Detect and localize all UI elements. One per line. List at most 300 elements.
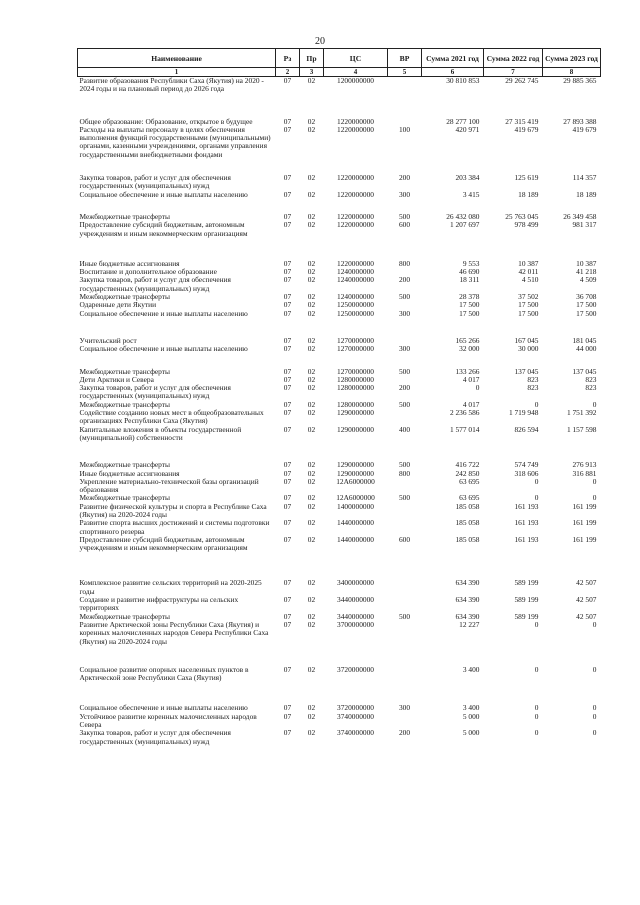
row-sum-2021: 185 058	[455, 518, 480, 528]
row-sum-2023: 27 893 388	[563, 116, 597, 126]
row-vr: 300	[398, 308, 411, 318]
row-sum-2021: 32 000	[459, 344, 480, 354]
row-sum-2022: 4 510	[521, 275, 539, 285]
row-pr: 02	[307, 124, 316, 134]
row-sum-2021: 5 000	[462, 711, 480, 721]
row-cs: 1290000000	[337, 424, 374, 434]
row-vr: 200	[398, 173, 411, 183]
row-sum-2023: 36 708	[576, 292, 597, 302]
row-pr: 02	[307, 399, 316, 409]
row-rz: 07	[283, 189, 292, 199]
row-name: Устойчивое развитие коренных малочисленных народов Севера	[79, 711, 257, 730]
row-sum-2023: 4 509	[579, 275, 597, 285]
row-sum-2023: 823	[585, 374, 597, 384]
row-vr: 800	[398, 468, 411, 478]
row-pr: 02	[307, 711, 316, 721]
row-sum-2022: 37 502	[518, 292, 539, 302]
row-name: Общее образование: Образование, открытое в будущее	[79, 116, 253, 126]
row-sum-2023: 10 387	[576, 258, 597, 268]
row-name: Содействие созданию новых мест в общеобразовательных организациях Республики Саха (Якутия)	[79, 408, 264, 426]
row-rz: 07	[283, 703, 292, 713]
column-number: 8	[543, 68, 601, 77]
table-row	[78, 426, 601, 443]
column-number: 5	[388, 68, 422, 77]
row-sum-2023: 1 157 598	[566, 424, 597, 434]
header-sum-2023: Сумма 2023 год	[543, 49, 601, 68]
row-sum-2021: 165 266	[455, 335, 480, 345]
row-sum-2023: 0	[592, 703, 597, 713]
row-sum-2023: 18 189	[576, 189, 597, 199]
table-row	[78, 519, 601, 536]
column-number: 4	[324, 68, 388, 77]
row-sum-2021: 17 500	[459, 300, 480, 310]
table-row	[78, 318, 601, 345]
row-cs: 1220000000	[337, 189, 374, 199]
row-rz: 07	[283, 116, 292, 126]
row-pr: 02	[307, 335, 316, 345]
row-sum-2023: 0	[592, 399, 597, 409]
row-vr	[388, 478, 422, 495]
row-sum-2023: 26 349 458	[563, 211, 597, 221]
row-rz: 07	[283, 220, 292, 230]
header-rz: Рз	[276, 49, 300, 68]
row-rz: 07	[283, 468, 292, 478]
table-row	[78, 536, 601, 553]
column-number: 3	[300, 68, 324, 77]
row-cs: 1290000000	[337, 408, 374, 418]
row-cs: 1220000000	[337, 258, 374, 268]
row-name: Закупка товаров, работ и услуг для обеспечения государственных (муниципальных) нужд	[79, 383, 231, 401]
row-cs: 1280000000	[337, 399, 374, 409]
row-rz: 07	[283, 124, 292, 134]
row-cs: 1270000000	[337, 344, 374, 354]
row-sum-2022: 318 606	[514, 468, 539, 478]
row-rz: 07	[283, 664, 292, 674]
row-name: Учительский рост	[79, 335, 137, 345]
row-pr: 02	[307, 728, 316, 738]
row-sum-2021: 26 432 080	[446, 211, 480, 221]
row-vr	[388, 596, 422, 613]
column-number: 2	[276, 68, 300, 77]
row-vr: 500	[398, 611, 411, 621]
row-sum-2022: 27 315 419	[505, 116, 539, 126]
row-rz: 07	[283, 408, 292, 418]
row-cs: 12А6000000	[336, 476, 375, 486]
row-sum-2022: 419 679	[514, 124, 539, 134]
row-name: Межбюджетные трансферты	[79, 211, 170, 221]
row-sum-2023: 114 357	[572, 173, 597, 183]
row-vr	[388, 713, 422, 730]
row-sum-2023: 0	[592, 664, 597, 674]
row-cs: 1400000000	[337, 501, 374, 511]
row-vr: 500	[398, 399, 411, 409]
row-pr: 02	[307, 460, 316, 470]
budget-table	[77, 48, 601, 746]
row-vr	[388, 94, 422, 126]
row-pr: 02	[307, 116, 316, 126]
row-name: Межбюджетные трансферты	[79, 292, 170, 302]
row-sum-2023: 161 199	[572, 518, 597, 528]
row-sum-2022: 25 763 045	[505, 211, 539, 221]
row-sum-2022: 10 387	[518, 258, 539, 268]
row-rz: 07	[283, 267, 292, 277]
row-name: Предоставление субсидий бюджетным, автономным учреждениям и иным некоммерческим организациям	[79, 220, 248, 238]
row-sum-2022: 0	[534, 493, 539, 503]
row-sum-2023: 316 881	[572, 468, 597, 478]
table-row	[78, 310, 601, 318]
row-sum-2023: 276 913	[572, 460, 597, 470]
row-sum-2021: 420 971	[455, 124, 480, 134]
row-sum-2023: 0	[592, 711, 597, 721]
row-rz: 07	[283, 493, 292, 503]
row-pr: 02	[307, 424, 316, 434]
row-pr: 02	[307, 703, 316, 713]
header-name: Наименование	[78, 49, 276, 68]
table-row	[78, 191, 601, 199]
row-rz: 07	[283, 578, 292, 588]
row-cs: 1220000000	[337, 116, 374, 126]
row-name: Создание и развитие инфраструктуры на сельских территориях	[79, 595, 239, 613]
row-rz: 07	[283, 335, 292, 345]
row-sum-2023: 44 000	[576, 344, 597, 354]
row-vr	[388, 646, 422, 683]
row-name: Социальное обеспечение и иные выплаты населению	[79, 703, 248, 713]
table-row	[78, 345, 601, 353]
row-sum-2023: 42 507	[576, 578, 597, 588]
row-sum-2022: 161 193	[514, 518, 539, 528]
row-pr: 02	[307, 476, 316, 486]
table-row	[78, 77, 601, 94]
row-rz: 07	[283, 76, 292, 85]
row-cs: 3440000000	[337, 611, 374, 621]
row-cs: 1250000000	[337, 300, 374, 310]
row-sum-2023: 17 500	[576, 308, 597, 318]
row-name: Межбюджетные трансферты	[79, 493, 170, 503]
page-number: 20	[315, 36, 325, 47]
row-name: Закупка товаров, работ и услуг для обеспечения государственных (муниципальных) нужд	[79, 275, 231, 293]
header-row	[78, 49, 601, 68]
table-row	[78, 682, 601, 712]
row-vr: 500	[398, 211, 411, 221]
row-sum-2022: 17 500	[518, 300, 539, 310]
table-row	[78, 729, 601, 746]
row-sum-2021: 3 415	[462, 189, 480, 199]
row-sum-2022: 978 499	[514, 220, 539, 230]
row-sum-2021: 18 311	[459, 275, 480, 285]
row-rz: 07	[283, 534, 292, 544]
row-vr	[388, 519, 422, 536]
row-sum-2021: 63 695	[459, 493, 480, 503]
row-sum-2021: 46 690	[459, 267, 480, 277]
row-rz: 07	[283, 476, 292, 486]
row-rz: 07	[283, 173, 292, 183]
row-name: Иные бюджетные ассигнования	[79, 258, 180, 268]
row-vr	[388, 621, 422, 646]
row-sum-2021: 0	[475, 383, 480, 393]
row-sum-2021: 242 850	[455, 468, 480, 478]
row-rz: 07	[283, 711, 292, 721]
row-pr: 02	[307, 344, 316, 354]
row-pr: 02	[307, 267, 316, 277]
row-pr: 02	[307, 258, 316, 268]
row-sum-2021: 28 277 100	[446, 116, 480, 126]
row-rz: 07	[283, 728, 292, 738]
row-pr: 02	[307, 275, 316, 285]
row-sum-2023: 137 045	[572, 366, 597, 376]
row-sum-2023: 161 199	[572, 534, 597, 544]
row-rz: 07	[283, 300, 292, 310]
row-cs: 1220000000	[337, 173, 374, 183]
row-sum-2023: 981 317	[572, 220, 597, 230]
row-sum-2022: 30 000	[518, 344, 539, 354]
row-vr: 300	[398, 344, 411, 354]
row-cs: 1290000000	[337, 460, 374, 470]
table-row	[78, 354, 601, 376]
row-sum-2022: 589 199	[514, 578, 539, 588]
row-pr: 02	[307, 173, 316, 183]
row-sum-2022: 0	[534, 619, 539, 629]
row-sum-2022: 823	[527, 374, 539, 384]
row-name: Развитие физической культуры и спорта в Республике Саха (Якутия) на 2020-2024 годы	[79, 501, 267, 519]
row-rz: 07	[283, 611, 292, 621]
table-row	[78, 276, 601, 293]
row-name: Комплексное развитие сельских территорий на 2020-2025 годы	[79, 578, 262, 596]
row-cs: 3720000000	[337, 703, 374, 713]
column-number: 7	[484, 68, 543, 77]
row-name: Укрепление материально-технической базы организаций образования	[79, 476, 259, 495]
table-row	[78, 442, 601, 469]
row-pr: 02	[307, 408, 316, 418]
row-name: Межбюджетные трансферты	[79, 460, 170, 470]
row-rz: 07	[283, 383, 292, 393]
row-cs: 1250000000	[337, 308, 374, 318]
row-cs: 1290000000	[337, 468, 374, 478]
row-name: Развитие образования Республики Саха (Якутия) на 2020 - 2024 годы и на плановый период до 2026 года	[79, 76, 264, 94]
row-pr: 02	[307, 534, 316, 544]
row-sum-2021: 416 722	[455, 460, 480, 470]
row-sum-2022: 574 749	[514, 460, 539, 470]
table-row	[78, 384, 601, 401]
row-sum-2021: 17 500	[459, 308, 480, 318]
row-rz: 07	[283, 258, 292, 268]
row-sum-2023: 1 751 392	[566, 408, 597, 418]
row-rz: 07	[283, 308, 292, 318]
row-sum-2021: 634 390	[455, 595, 480, 605]
row-rz: 07	[283, 366, 292, 376]
row-sum-2022: 18 189	[518, 189, 539, 199]
row-rz: 07	[283, 424, 292, 434]
header-sum-2022: Сумма 2022 год	[484, 49, 543, 68]
row-sum-2021: 63 695	[459, 476, 480, 486]
row-vr: 100	[398, 124, 411, 134]
row-vr: 300	[398, 189, 411, 199]
row-name: Воспитание и дополнительное образование	[79, 267, 217, 277]
row-vr: 600	[398, 534, 411, 544]
row-name: Социальное обеспечение и иные выплаты населению	[79, 344, 248, 354]
row-sum-2022: 589 199	[514, 595, 539, 605]
row-cs: 3740000000	[337, 728, 374, 738]
table-body	[78, 77, 601, 746]
row-vr	[388, 77, 422, 94]
row-sum-2021: 4 017	[462, 399, 480, 409]
column-number: 1	[78, 68, 276, 77]
row-pr: 02	[307, 611, 316, 621]
row-cs: 1440000000	[337, 534, 374, 544]
row-sum-2022: 167 045	[514, 335, 539, 345]
row-name: Социальное развитие опорных населенных пунктов в Арктической зоне Республики Саха (Якутия)	[79, 664, 249, 683]
row-pr: 02	[307, 468, 316, 478]
row-cs: 3720000000	[337, 664, 374, 674]
row-sum-2021: 28 378	[459, 292, 480, 302]
row-rz: 07	[283, 595, 292, 605]
row-vr	[388, 318, 422, 345]
row-name: Капитальные вложения в объекты государственной (муниципальной) собственности	[79, 424, 242, 442]
row-cs: 1200000000	[337, 76, 374, 85]
row-cs: 1280000000	[337, 383, 374, 393]
table-row	[78, 221, 601, 238]
row-rz: 07	[283, 501, 292, 511]
row-vr: 200	[398, 728, 411, 738]
row-sum-2022: 0	[534, 664, 539, 674]
header-cs: ЦС	[324, 49, 388, 68]
row-sum-2023: 42 507	[576, 595, 597, 605]
row-cs: 3400000000	[337, 578, 374, 588]
row-pr: 02	[307, 220, 316, 230]
row-cs: 1240000000	[337, 267, 374, 277]
row-name: Социальное обеспечение и иные выплаты населению	[79, 308, 248, 318]
row-name: Развитие спорта высших достижений и системы подготовки спортивного резерва	[79, 518, 270, 536]
row-sum-2022: 17 500	[518, 308, 539, 318]
table-row	[78, 126, 601, 159]
table-row	[78, 238, 601, 268]
row-sum-2021: 3 400	[462, 703, 480, 713]
row-sum-2023: 17 500	[576, 300, 597, 310]
row-rz: 07	[283, 344, 292, 354]
row-sum-2022: 42 011	[518, 267, 539, 277]
table-row	[78, 409, 601, 426]
row-cs: 1280000000	[337, 374, 374, 384]
row-cs: 1220000000	[337, 211, 374, 221]
row-pr: 02	[307, 300, 316, 310]
row-name: Развитие Арктической зоны Республики Саха (Якутия) и коренных малочисленных народов Севера Республики Саха (Якутия) на 2020-2024 годы	[79, 619, 269, 646]
table-row	[78, 94, 601, 126]
row-vr	[388, 409, 422, 426]
row-sum-2023: 0	[592, 493, 597, 503]
row-cs: 1220000000	[337, 124, 374, 134]
row-pr: 02	[307, 664, 316, 674]
row-name: Межбюджетные трансферты	[79, 611, 170, 621]
row-sum-2021: 185 058	[455, 501, 480, 511]
column-number: 6	[422, 68, 484, 77]
table-row	[78, 159, 601, 191]
table-row	[78, 596, 601, 613]
table-row	[78, 199, 601, 221]
row-sum-2023: 0	[592, 728, 597, 738]
row-rz: 07	[283, 275, 292, 285]
row-sum-2022: 29 262 745	[505, 76, 539, 85]
row-vr: 200	[398, 383, 411, 393]
row-sum-2023: 42 507	[576, 611, 597, 621]
row-vr: 200	[398, 275, 411, 285]
row-name: Предоставление субсидий бюджетным, автономным учреждениям и иным некоммерческим организациям	[79, 534, 248, 553]
row-sum-2021: 1 207 697	[449, 220, 480, 230]
row-pr: 02	[307, 518, 316, 528]
row-vr: 600	[398, 220, 411, 230]
row-rz: 07	[283, 292, 292, 302]
row-pr: 02	[307, 211, 316, 221]
row-rz: 07	[283, 374, 292, 384]
row-cs: 1440000000	[337, 518, 374, 528]
row-sum-2023: 0	[592, 476, 597, 486]
row-pr: 02	[307, 374, 316, 384]
table-row	[78, 503, 601, 520]
row-sum-2022: 0	[534, 703, 539, 713]
row-pr: 02	[307, 366, 316, 376]
row-name: Закупка товаров, работ и услуг для обеспечения государственных (муниципальных) нужд	[79, 173, 231, 191]
row-name: Одаренные дети Якутии	[79, 300, 157, 310]
row-rz: 07	[283, 460, 292, 470]
row-sum-2021: 30 810 853	[446, 76, 480, 85]
row-sum-2021: 9 553	[462, 258, 480, 268]
row-cs: 1270000000	[337, 366, 374, 376]
row-pr: 02	[307, 189, 316, 199]
row-sum-2021: 203 384	[455, 173, 480, 183]
row-pr: 02	[307, 383, 316, 393]
row-sum-2021: 133 266	[455, 366, 480, 376]
row-sum-2022: 161 193	[514, 534, 539, 544]
row-sum-2021: 1 577 014	[449, 424, 480, 434]
row-sum-2023: 419 679	[572, 124, 597, 134]
row-sum-2022: 1 719 948	[508, 408, 539, 418]
row-sum-2022: 0	[534, 476, 539, 486]
row-rz: 07	[283, 619, 292, 629]
row-rz: 07	[283, 399, 292, 409]
row-sum-2022: 0	[534, 399, 539, 409]
row-vr	[388, 552, 422, 596]
row-vr: 400	[398, 424, 411, 434]
row-vr: 800	[398, 258, 411, 268]
row-sum-2022: 137 045	[514, 366, 539, 376]
header-sum-2021: Сумма 2021 год	[422, 49, 484, 68]
row-sum-2021: 2 236 586	[449, 408, 480, 418]
row-sum-2023: 41 218	[576, 267, 597, 277]
row-vr: 300	[398, 703, 411, 713]
row-sum-2022: 161 193	[514, 501, 539, 511]
row-cs: 3740000000	[337, 711, 374, 721]
table-row	[78, 621, 601, 646]
row-sum-2021: 4 017	[462, 374, 480, 384]
row-sum-2023: 181 045	[572, 335, 597, 345]
row-sum-2023: 0	[592, 619, 597, 629]
row-sum-2021: 12 227	[459, 619, 480, 629]
row-cs: 1220000000	[337, 220, 374, 230]
row-pr: 02	[307, 308, 316, 318]
row-pr: 02	[307, 578, 316, 588]
row-sum-2022: 125 619	[514, 173, 539, 183]
row-sum-2021: 634 390	[455, 578, 480, 588]
row-vr	[388, 503, 422, 520]
row-rz: 07	[283, 211, 292, 221]
row-pr: 02	[307, 619, 316, 629]
row-cs: 1240000000	[337, 275, 374, 285]
header-pr: Пр	[300, 49, 324, 68]
row-sum-2021: 634 390	[455, 611, 480, 621]
table-row	[78, 713, 601, 730]
row-vr: 500	[398, 460, 411, 470]
row-pr: 02	[307, 501, 316, 511]
row-vr: 500	[398, 493, 411, 503]
row-sum-2022: 0	[534, 728, 539, 738]
